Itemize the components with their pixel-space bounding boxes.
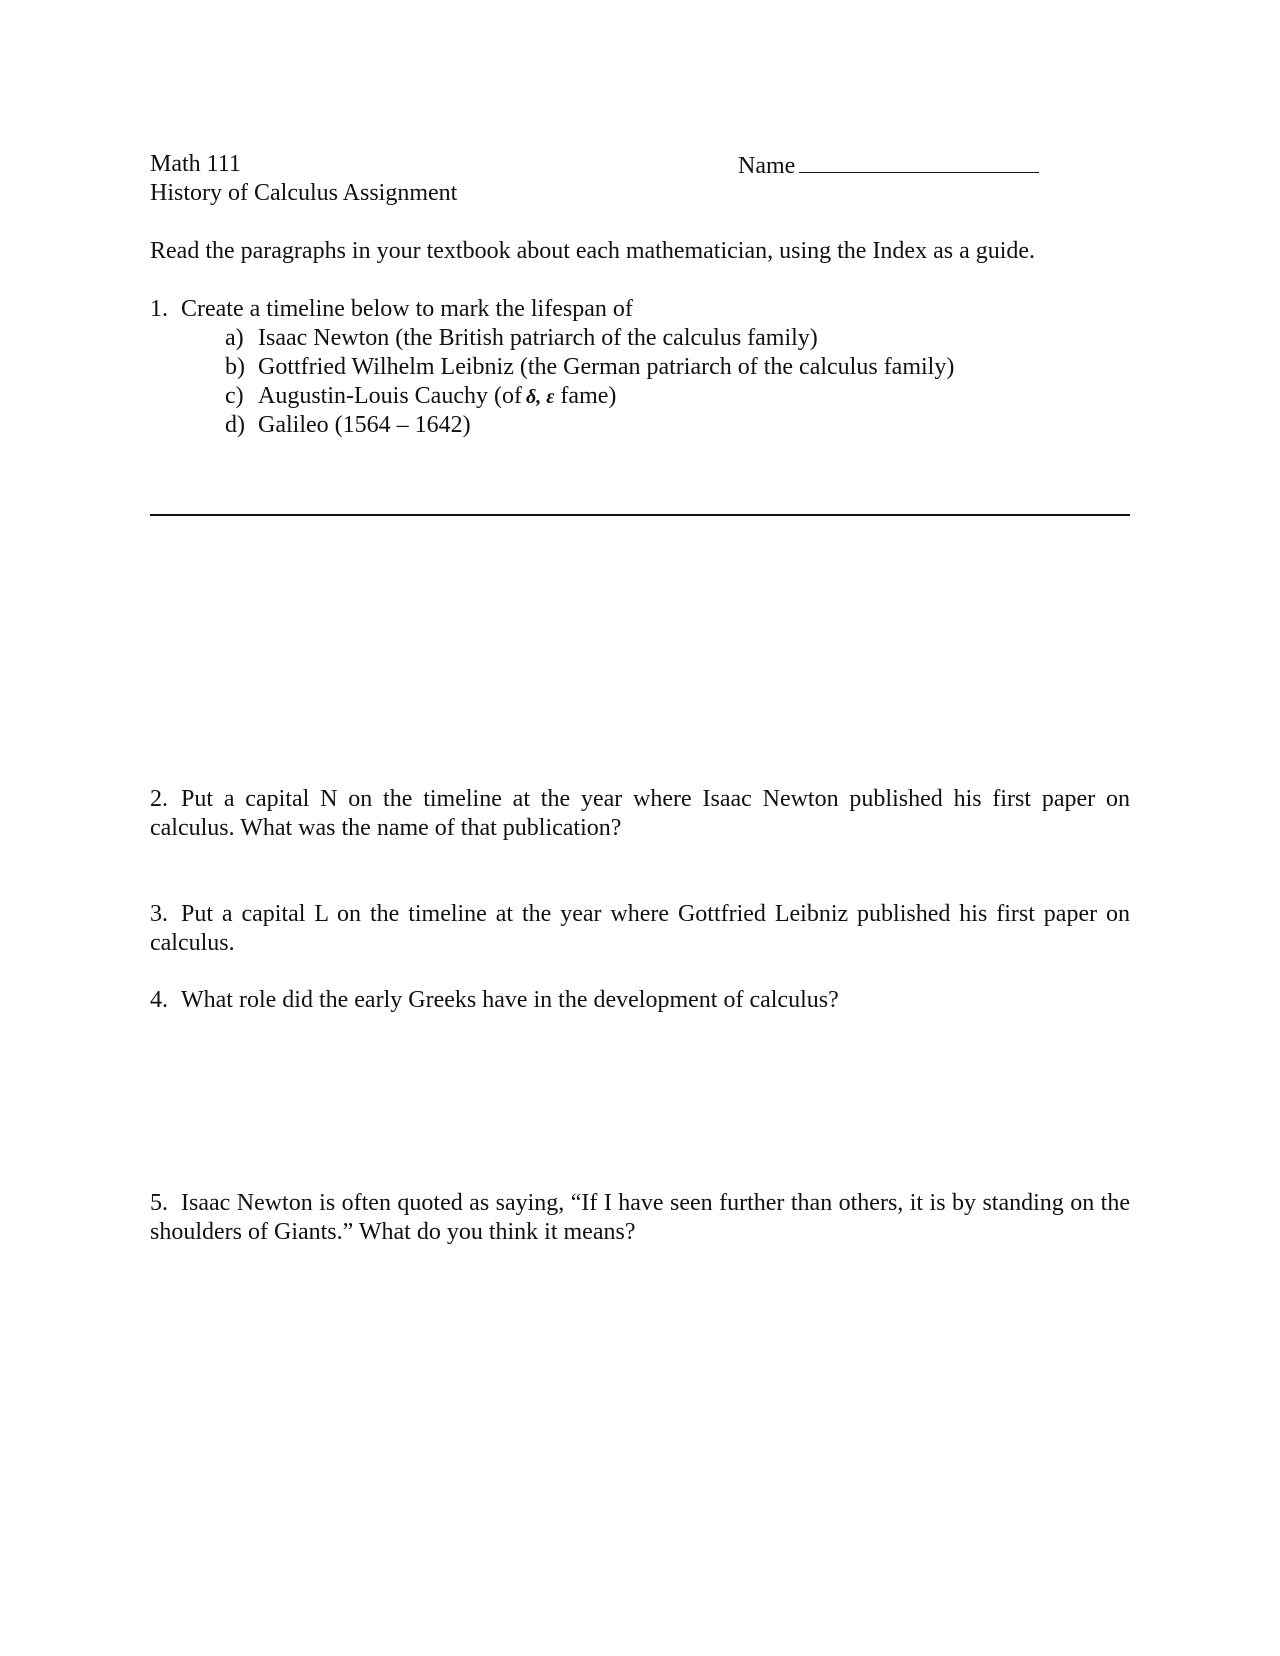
question-text: Put a capital L on the timeline at the year where Gottfried Leibniz published his first paper on calculus. [150, 901, 1130, 956]
list-item-letter: d) [225, 412, 245, 438]
question-text: Put a capital N on the timeline at the year where Isaac Newton published his first paper on calculus. What was the name of that publication? [150, 786, 1130, 841]
question-text: What role did the early Greeks have in the development of calculus? [181, 987, 839, 1013]
list-item-text-after: fame) [560, 383, 617, 409]
list-item [225, 324, 954, 353]
timeline-line [150, 514, 1130, 516]
question-5 [150, 1189, 1130, 1247]
mathematician-list [225, 324, 954, 440]
question-text: Isaac Newton is often quoted as saying, “If I have seen further than others, it is by standing on the shoulders of Giants.” What do you think it means? [150, 1190, 1130, 1245]
list-item [225, 411, 954, 440]
question-4 [150, 986, 1130, 1015]
list-item-text: Isaac Newton (the British patriarch of the calculus family) [258, 325, 818, 351]
list-item-text: Augustin-Louis Cauchy (of [258, 383, 522, 409]
question-2 [150, 785, 1130, 843]
list-item [225, 353, 954, 382]
question-number: 4. [150, 987, 168, 1013]
question-1 [150, 295, 633, 324]
instructions-text: Read the paragraphs in your textbook about each mathematician, using the Index as a guide. [150, 238, 1036, 264]
question-number: 3. [150, 901, 168, 927]
list-item-text: Gottfried Wilhelm Leibniz (the German patriarch of the calculus family) [258, 354, 955, 380]
delta-epsilon-symbol: δ, ε [525, 386, 555, 408]
question-3 [150, 900, 1130, 958]
name-blank-line [799, 150, 1039, 173]
question-text: Create a timeline below to mark the lifespan of [181, 296, 633, 322]
name-label: Name [738, 153, 796, 179]
question-number: 2. [150, 786, 168, 812]
assignment-title: History of Calculus Assignment [150, 180, 458, 206]
list-item-letter: a) [225, 325, 244, 351]
list-item-letter: c) [225, 383, 244, 409]
name-field [738, 150, 1039, 181]
list-item-letter: b) [225, 354, 245, 380]
list-item-text: Galileo (1564 – 1642) [258, 412, 471, 438]
question-number: 5. [150, 1190, 168, 1216]
list-item [225, 382, 954, 411]
question-number: 1. [150, 296, 168, 322]
course-title: Math 111 [150, 151, 241, 177]
